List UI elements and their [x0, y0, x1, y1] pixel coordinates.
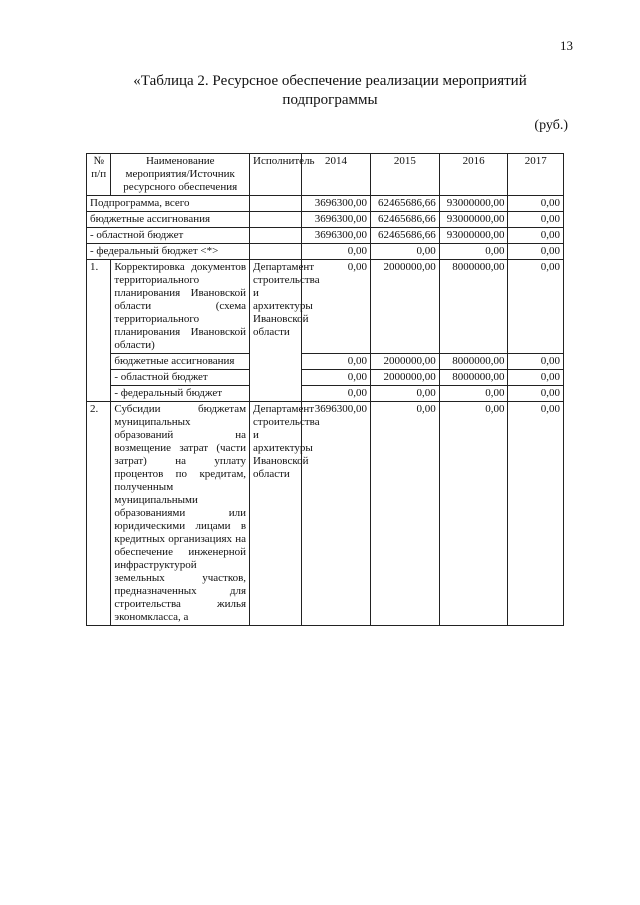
value-cell: 0,00 — [302, 244, 371, 260]
value-cell: 0,00 — [439, 402, 508, 626]
item-row — [87, 260, 564, 354]
value-cell: 93000000,00 — [439, 212, 508, 228]
value-cell: 0,00 — [302, 370, 371, 386]
value-cell: 0,00 — [302, 354, 371, 370]
resource-table — [86, 153, 564, 626]
summary-row — [87, 212, 564, 228]
header-cell: 2017 — [508, 154, 564, 196]
value-cell: 0,00 — [508, 228, 564, 244]
summary-row — [87, 196, 564, 212]
summary-row — [87, 244, 564, 260]
value-cell: 8000000,00 — [439, 354, 508, 370]
row-label: - федеральный бюджет — [111, 386, 250, 402]
header-cell: Наименование мероприятия/Источник ресурсного обеспечения — [111, 154, 250, 196]
summary-row — [87, 228, 564, 244]
executor-cell — [250, 212, 302, 228]
value-cell: 0,00 — [508, 386, 564, 402]
value-cell: 0,00 — [508, 354, 564, 370]
row-label: - федеральный бюджет <*> — [87, 244, 250, 260]
value-cell: 0,00 — [508, 260, 564, 354]
value-cell: 0,00 — [370, 402, 439, 626]
row-label: бюджетные ассигнования — [87, 212, 250, 228]
value-cell: 3696300,00 — [302, 196, 371, 212]
item-name: Корректировка документов территориального планирования Ивановской области (схема территориального планирования Ивановской области) — [111, 260, 250, 354]
header-row — [87, 154, 564, 196]
currency-unit: (руб.) — [534, 118, 568, 133]
value-cell: 0,00 — [508, 370, 564, 386]
value-cell: 62465686,66 — [370, 212, 439, 228]
item-number: 2. — [87, 402, 111, 626]
row-label: - областной бюджет — [111, 370, 250, 386]
item-executor: Департамент строительства и архитектуры Ивановской области — [250, 260, 302, 402]
value-cell: 8000000,00 — [439, 260, 508, 354]
value-cell: 2000000,00 — [370, 260, 439, 354]
value-cell: 0,00 — [302, 386, 371, 402]
header-cell: № п/п — [87, 154, 111, 196]
value-cell: 8000000,00 — [439, 370, 508, 386]
item-sub-row — [87, 386, 564, 402]
value-cell: 93000000,00 — [439, 228, 508, 244]
header-cell: 2014 — [302, 154, 371, 196]
value-cell: 0,00 — [508, 402, 564, 626]
item-number: 1. — [87, 260, 111, 402]
item-sub-row — [87, 354, 564, 370]
value-cell: 3696300,00 — [302, 212, 371, 228]
header-cell: Исполнитель — [250, 154, 302, 196]
value-cell: 0,00 — [439, 386, 508, 402]
value-cell: 0,00 — [508, 244, 564, 260]
value-cell: 0,00 — [439, 244, 508, 260]
page-number: 13 — [560, 38, 573, 53]
value-cell: 0,00 — [302, 260, 371, 354]
item-row — [87, 402, 564, 626]
value-cell: 0,00 — [370, 386, 439, 402]
executor-cell — [250, 228, 302, 244]
header-cell: 2016 — [439, 154, 508, 196]
value-cell: 3696300,00 — [302, 402, 371, 626]
value-cell: 62465686,66 — [370, 228, 439, 244]
executor-cell — [250, 196, 302, 212]
row-label: Подпрограмма, всего — [87, 196, 250, 212]
value-cell: 2000000,00 — [370, 354, 439, 370]
header-cell: 2015 — [370, 154, 439, 196]
item-executor: Департамент строительства и архитектуры Ивановской области — [250, 402, 302, 626]
value-cell: 2000000,00 — [370, 370, 439, 386]
value-cell: 62465686,66 — [370, 196, 439, 212]
row-label: - областной бюджет — [87, 228, 250, 244]
table-title: «Таблица 2. Ресурсное обеспечение реализации мероприятий подпрограммы — [133, 73, 527, 108]
value-cell: 0,00 — [508, 196, 564, 212]
value-cell: 93000000,00 — [439, 196, 508, 212]
row-label: бюджетные ассигнования — [111, 354, 250, 370]
value-cell: 0,00 — [508, 212, 564, 228]
executor-cell — [250, 244, 302, 260]
value-cell: 0,00 — [370, 244, 439, 260]
item-sub-row — [87, 370, 564, 386]
value-cell: 3696300,00 — [302, 228, 371, 244]
item-name: Субсидии бюджетам муниципальных образований на возмещение затрат (части затрат) на уплату процентов по кредитам, полученным муниципальными образованиями или юридическими лицами в кредитных организациях на обеспечение инженерной инфраструктурой земельных участков, предназначенных для строительства жилья экономкласса, а — [111, 402, 250, 626]
